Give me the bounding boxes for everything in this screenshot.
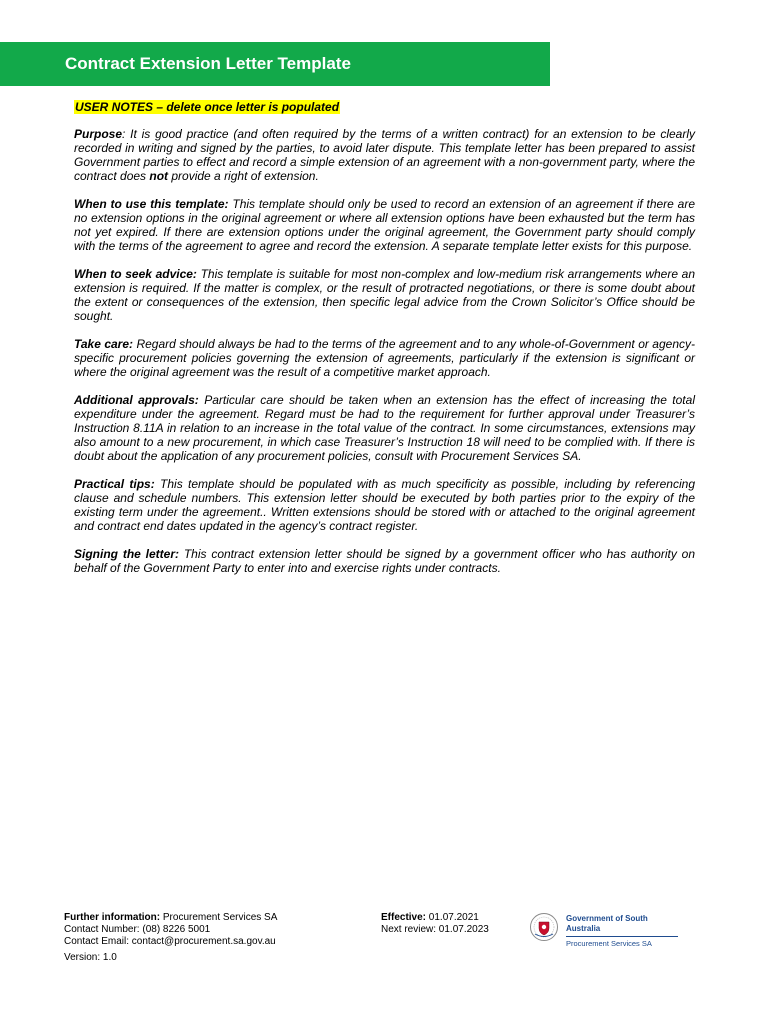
section-text: Regard should always be had to the terms of the agreement and to any whole-of-Government or agency-specific procurement policies governing the extension of agreements, particularly if the extension is significant or where the original agreement was the result of a competitive market approach.: [74, 337, 695, 379]
user-notes-highlight: USER NOTES – delete once letter is populated: [75, 100, 340, 114]
section-seek-advice: [74, 267, 695, 323]
footer-contact: [64, 912, 277, 948]
section-additional-approvals: [74, 393, 695, 463]
section-when-to-use: [74, 197, 695, 253]
section-signing: [74, 547, 695, 575]
section-take-care: [74, 337, 695, 379]
header-banner: [0, 42, 550, 86]
section-heading: Purpose: [74, 127, 123, 141]
version: Version: 1.0: [64, 952, 117, 963]
logo-government: Government of South Australia: [566, 914, 648, 933]
section-text: It is good practice (and often required by the terms of a written contract) for an extension to be clearly recorded in writing and signed by the parties, to avoid later dispute. This template letter has been prepared to assist Government parties to effect and record a simple extension of an agreement with a non-government party, where the contract does: [74, 127, 695, 183]
section-text: This template should be populated with as much specificity as possible, including by referencing clause and schedule numbers. This extension letter should be executed by both parties prior to the expiry of the existing term under the agreement.. Written extensions should be stored with or attached to the original agreement and contract end dates updated in the agency’s contract register.: [74, 477, 695, 533]
section-heading: When to use this template:: [74, 197, 229, 211]
section-purpose: Purpose: It is good practice (and often required by the terms of a written contract) for an extension to be clearly recorded in writing and signed by the parties, to avoid later dispute. This template letter has been prepared to assist Government parties to effect and record a simple extension of an agreement with a non-government party, where the contract does not provide a right of extension.: [74, 127, 695, 183]
logo-text: [566, 914, 681, 949]
contact-number: Contact Number: (08) 8226 5001: [64, 924, 211, 935]
further-info: Further information: Procurement Services SA: [64, 912, 278, 923]
section-text: This template is suitable for most non-complex and low-medium risk arrangements where an extension is required. If the matter is complex, or the result of protracted negotiations, or there is some doubt about the extent or consequences of the extension, then specific legal advice from the Crown Solicitor’s Office should be sought.: [74, 267, 696, 323]
next-review: Next review: 01.07.2023: [381, 924, 489, 935]
section-heading: Signing the letter:: [74, 547, 179, 561]
section-heading: When to seek advice:: [74, 267, 197, 281]
section-practical-tips: [74, 477, 695, 533]
logo-department: Procurement Services SA: [566, 939, 652, 948]
logo-divider: [566, 936, 678, 937]
section-text: This contract extension letter should be signed by a government officer who has authority on behalf of the Government Party to enter into and exercise rights under contracts.: [74, 547, 696, 575]
section-heading: Practical tips:: [74, 477, 155, 491]
section-text-after: provide a right of extension.: [168, 169, 319, 183]
section-text: This template should only be used to record an extension of an agreement if there are no extension options in the original agreement or where all extension options have been exhausted but the term has not yet expired. If there are extension options under the original agreement, the Government party should comply with the terms of the agreement to agree and record the extension. A separate template letter exists for this purpose.: [74, 197, 696, 253]
footer-dates: [381, 912, 489, 936]
coat-of-arms-icon: [529, 912, 559, 942]
page-title: Contract Extension Letter Template: [65, 54, 351, 73]
document-body: [74, 100, 695, 589]
section-text: Particular care should be taken when an extension has the effect of increasing the total expenditure under the agreement. Regard must be had to the requirement for further approval under Treasurer’s Instruction 8.11A in relation to an increase in the total value of the contract. In some circumstances, extensions may also amount to a new procurement, in which case Treasurer’s Instruction 18 will need to be complied with. If there is doubt about the application of any procurement policies, consult with Procurement Services SA.: [74, 393, 695, 463]
section-heading: Additional approvals:: [74, 393, 199, 407]
government-logo: [529, 912, 689, 948]
emphasis-not: not: [149, 169, 169, 183]
footer: [64, 912, 704, 972]
section-heading: Take care:: [74, 337, 134, 351]
effective-date: Effective: 01.07.2021: [381, 912, 479, 923]
contact-email: Contact Email: contact@procurement.sa.gov.au: [64, 936, 276, 947]
